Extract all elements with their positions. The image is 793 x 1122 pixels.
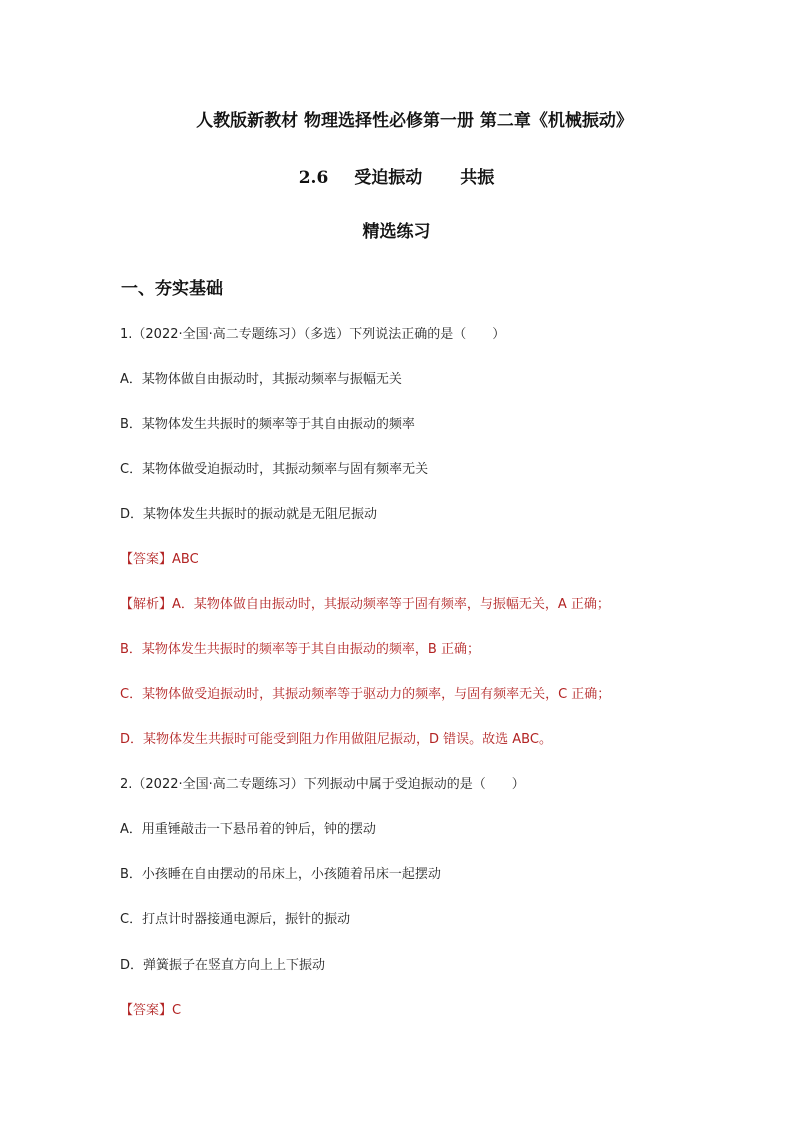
question-2-option-c: C．打点计时器接通电源后，振针的振动 [120,912,351,927]
question-1-analysis-a [120,596,610,614]
section-name-resonance: 共振 [460,168,495,188]
question-1-stem: 1.（2022·全国·高二专题练习）（多选）下列说法正确的是（ ） [120,327,506,342]
question-1-option-c: C．某物体做受迫振动时，其振动频率与固有频率无关 [120,462,429,477]
part-heading: 一、夯实基础 [121,279,223,299]
answer-label: 【答案】 [120,1003,173,1018]
question-1-option-a: A．某物体做自由振动时，其振动频率与振幅无关 [120,372,402,387]
document-title: 人教版新教材 物理选择性必修第一册 第二章《机械振动》 [196,111,633,131]
section-name-forced-vibration: 受迫振动 [354,168,423,188]
question-1-analysis-c: C．某物体做受迫振动时，其振动频率等于驱动力的频率，与固有频率无关，C 正确； [120,687,611,702]
document-subtitle: 精选练习 [362,222,431,242]
section-title [0,163,793,188]
question-2-answer [120,1002,181,1020]
question-1-answer [120,551,199,569]
question-1-option-b: B．某物体发生共振时的频率等于其自由振动的频率 [120,417,415,432]
answer-value: ABC [172,552,199,567]
answer-value: C [172,1003,182,1018]
question-2-option-b: B．小孩睡在自由摆动的吊床上，小孩随着吊床一起摆动 [120,867,441,882]
question-2-stem: 2.（2022·全国·高二专题练习）下列振动中属于受迫振动的是（ ） [120,777,525,792]
question-2-option-a: A．用重锤敲击一下悬吊着的钟后，钟的摆动 [120,822,376,837]
answer-label: 【答案】 [120,552,173,567]
question-1-option-d: D．某物体发生共振时的振动就是无阻尼振动 [120,507,378,522]
section-number: 2.6 [298,168,329,188]
question-2-option-d: D．弹簧振子在竖直方向上上下振动 [120,958,326,973]
analysis-label: 【解析】 [120,597,173,612]
question-1-analysis-d: D．某物体发生共振时可能受到阻力作用做阻尼振动，D 错误。故选 ABC。 [120,732,552,747]
question-1-analysis-b: B．某物体发生共振时的频率等于其自由振动的频率，B 正确； [120,642,480,657]
analysis-line: A．某物体做自由振动时，其振动频率等于固有频率，与振幅无关，A 正确； [172,597,610,612]
